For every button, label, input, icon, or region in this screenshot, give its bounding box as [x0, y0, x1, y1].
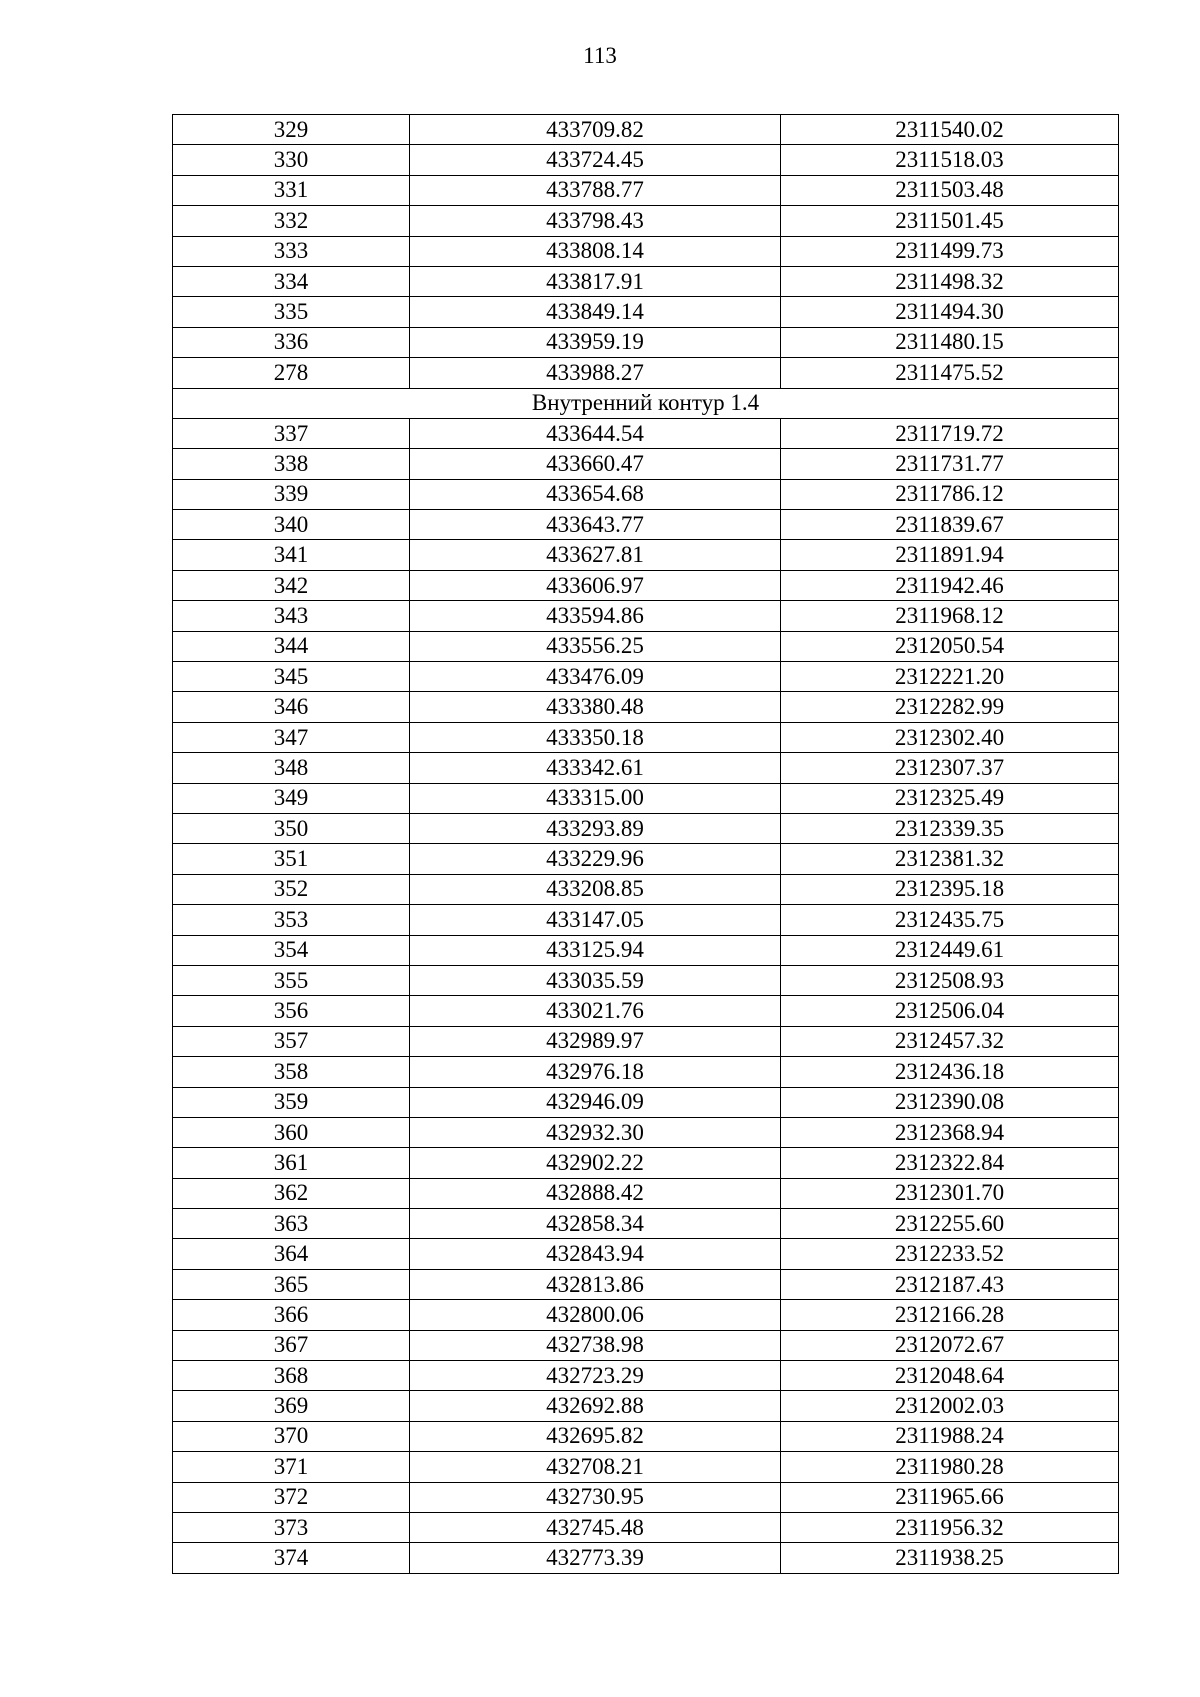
table-row	[173, 813, 1119, 843]
x-coordinate-cell: 433788.77	[410, 175, 781, 205]
x-coordinate-cell: 433627.81	[410, 540, 781, 570]
y-coordinate-cell: 2311891.94	[781, 540, 1119, 570]
table-row	[173, 1361, 1119, 1391]
point-number-cell: 363	[173, 1209, 410, 1239]
y-coordinate-cell: 2312449.61	[781, 935, 1119, 965]
y-coordinate-cell: 2311938.25	[781, 1543, 1119, 1573]
point-number-cell: 332	[173, 206, 410, 236]
x-coordinate-cell: 433125.94	[410, 935, 781, 965]
table-row	[173, 1543, 1119, 1573]
point-number-cell: 343	[173, 601, 410, 631]
x-coordinate-cell: 433643.77	[410, 510, 781, 540]
point-number-cell: 333	[173, 236, 410, 266]
y-coordinate-cell: 2312307.37	[781, 753, 1119, 783]
y-coordinate-cell: 2311503.48	[781, 175, 1119, 205]
point-number-cell: 355	[173, 965, 410, 995]
table-row	[173, 206, 1119, 236]
table-row	[173, 965, 1119, 995]
y-coordinate-cell: 2312508.93	[781, 965, 1119, 995]
y-coordinate-cell: 2312221.20	[781, 662, 1119, 692]
table-row	[173, 1239, 1119, 1269]
point-number-cell: 361	[173, 1148, 410, 1178]
point-number-cell: 364	[173, 1239, 410, 1269]
y-coordinate-cell: 2311498.32	[781, 266, 1119, 296]
table-row	[173, 1178, 1119, 1208]
y-coordinate-cell: 2312506.04	[781, 996, 1119, 1026]
table-row	[173, 1391, 1119, 1421]
point-number-cell: 340	[173, 510, 410, 540]
point-number-cell: 330	[173, 145, 410, 175]
x-coordinate-cell: 433035.59	[410, 965, 781, 995]
y-coordinate-cell: 2311501.45	[781, 206, 1119, 236]
y-coordinate-cell: 2311965.66	[781, 1482, 1119, 1512]
point-number-cell: 341	[173, 540, 410, 570]
point-number-cell: 370	[173, 1421, 410, 1451]
x-coordinate-cell: 433849.14	[410, 297, 781, 327]
table-row	[173, 722, 1119, 752]
y-coordinate-cell: 2312048.64	[781, 1361, 1119, 1391]
x-coordinate-cell: 432773.39	[410, 1543, 781, 1573]
point-number-cell: 334	[173, 266, 410, 296]
table-row	[173, 418, 1119, 448]
x-coordinate-cell: 433654.68	[410, 479, 781, 509]
point-number-cell: 371	[173, 1452, 410, 1482]
y-coordinate-cell: 2312301.70	[781, 1178, 1119, 1208]
y-coordinate-cell: 2311956.32	[781, 1512, 1119, 1542]
y-coordinate-cell: 2312395.18	[781, 874, 1119, 904]
table-row	[173, 1512, 1119, 1542]
y-coordinate-cell: 2311980.28	[781, 1452, 1119, 1482]
point-number-cell: 365	[173, 1269, 410, 1299]
table-row	[173, 1026, 1119, 1056]
table-row	[173, 175, 1119, 205]
table-row	[173, 1330, 1119, 1360]
table-row	[173, 479, 1119, 509]
x-coordinate-cell: 432902.22	[410, 1148, 781, 1178]
point-number-cell: 374	[173, 1543, 410, 1573]
y-coordinate-cell: 2311988.24	[781, 1421, 1119, 1451]
x-coordinate-cell: 432888.42	[410, 1178, 781, 1208]
table-row	[173, 1148, 1119, 1178]
point-number-cell: 366	[173, 1300, 410, 1330]
y-coordinate-cell: 2311518.03	[781, 145, 1119, 175]
y-coordinate-cell: 2312435.75	[781, 905, 1119, 935]
point-number-cell: 331	[173, 175, 410, 205]
point-number-cell: 339	[173, 479, 410, 509]
table-row	[173, 601, 1119, 631]
x-coordinate-cell: 433594.86	[410, 601, 781, 631]
point-number-cell: 362	[173, 1178, 410, 1208]
point-number-cell: 335	[173, 297, 410, 327]
table-row	[173, 266, 1119, 296]
point-number-cell: 360	[173, 1117, 410, 1147]
table-row	[173, 236, 1119, 266]
x-coordinate-cell: 433350.18	[410, 722, 781, 752]
point-number-cell: 368	[173, 1361, 410, 1391]
point-number-cell: 344	[173, 631, 410, 661]
x-coordinate-cell: 432946.09	[410, 1087, 781, 1117]
table-row	[173, 631, 1119, 661]
x-coordinate-cell: 432800.06	[410, 1300, 781, 1330]
y-coordinate-cell: 2312325.49	[781, 783, 1119, 813]
point-number-cell: 329	[173, 115, 410, 145]
x-coordinate-cell: 433808.14	[410, 236, 781, 266]
y-coordinate-cell: 2312457.32	[781, 1026, 1119, 1056]
point-number-cell: 349	[173, 783, 410, 813]
table-row	[173, 570, 1119, 600]
table-row	[173, 1087, 1119, 1117]
x-coordinate-cell: 433021.76	[410, 996, 781, 1026]
point-number-cell: 337	[173, 418, 410, 448]
x-coordinate-cell: 433988.27	[410, 358, 781, 388]
y-coordinate-cell: 2311731.77	[781, 449, 1119, 479]
y-coordinate-cell: 2312187.43	[781, 1269, 1119, 1299]
point-number-cell: 357	[173, 1026, 410, 1056]
x-coordinate-cell: 433380.48	[410, 692, 781, 722]
table-row	[173, 1117, 1119, 1147]
x-coordinate-cell: 432813.86	[410, 1269, 781, 1299]
point-number-cell: 345	[173, 662, 410, 692]
y-coordinate-cell: 2311942.46	[781, 570, 1119, 600]
y-coordinate-cell: 2311540.02	[781, 115, 1119, 145]
x-coordinate-cell: 433476.09	[410, 662, 781, 692]
page-number: 113	[583, 43, 617, 68]
table-row	[173, 297, 1119, 327]
y-coordinate-cell: 2312282.99	[781, 692, 1119, 722]
x-coordinate-cell: 433208.85	[410, 874, 781, 904]
table-row	[173, 327, 1119, 357]
table-row	[173, 449, 1119, 479]
x-coordinate-cell: 432745.48	[410, 1512, 781, 1542]
y-coordinate-cell: 2312255.60	[781, 1209, 1119, 1239]
coordinates-table	[172, 114, 1119, 1574]
y-coordinate-cell: 2312166.28	[781, 1300, 1119, 1330]
table-row	[173, 1269, 1119, 1299]
y-coordinate-cell: 2311719.72	[781, 418, 1119, 448]
y-coordinate-cell: 2312339.35	[781, 813, 1119, 843]
point-number-cell: 347	[173, 722, 410, 752]
table-row	[173, 783, 1119, 813]
point-number-cell: 351	[173, 844, 410, 874]
x-coordinate-cell: 433342.61	[410, 753, 781, 783]
point-number-cell: 342	[173, 570, 410, 600]
table-row	[173, 905, 1119, 935]
point-number-cell: 338	[173, 449, 410, 479]
y-coordinate-cell: 2312050.54	[781, 631, 1119, 661]
table-row	[173, 1452, 1119, 1482]
x-coordinate-cell: 432730.95	[410, 1482, 781, 1512]
table-row	[173, 753, 1119, 783]
x-coordinate-cell: 433817.91	[410, 266, 781, 296]
x-coordinate-cell: 432989.97	[410, 1026, 781, 1056]
table-row	[173, 145, 1119, 175]
y-coordinate-cell: 2311494.30	[781, 297, 1119, 327]
y-coordinate-cell: 2312322.84	[781, 1148, 1119, 1178]
point-number-cell: 372	[173, 1482, 410, 1512]
x-coordinate-cell: 432708.21	[410, 1452, 781, 1482]
table-row	[173, 662, 1119, 692]
y-coordinate-cell: 2311475.52	[781, 358, 1119, 388]
table-row	[173, 1421, 1119, 1451]
table-row	[173, 996, 1119, 1026]
section-title: Внутренний контур 1.4	[173, 388, 1119, 418]
x-coordinate-cell: 433315.00	[410, 783, 781, 813]
x-coordinate-cell: 433229.96	[410, 844, 781, 874]
point-number-cell: 358	[173, 1057, 410, 1087]
x-coordinate-cell: 432692.88	[410, 1391, 781, 1421]
table-row	[173, 358, 1119, 388]
table-row	[173, 1057, 1119, 1087]
point-number-cell: 359	[173, 1087, 410, 1117]
x-coordinate-cell: 433556.25	[410, 631, 781, 661]
point-number-cell: 367	[173, 1330, 410, 1360]
table-row	[173, 874, 1119, 904]
x-coordinate-cell: 433606.97	[410, 570, 781, 600]
x-coordinate-cell: 433644.54	[410, 418, 781, 448]
point-number-cell: 352	[173, 874, 410, 904]
point-number-cell: 373	[173, 1512, 410, 1542]
y-coordinate-cell: 2311786.12	[781, 479, 1119, 509]
y-coordinate-cell: 2312390.08	[781, 1087, 1119, 1117]
table-row	[173, 1482, 1119, 1512]
y-coordinate-cell: 2312072.67	[781, 1330, 1119, 1360]
table-row	[173, 115, 1119, 145]
x-coordinate-cell: 432738.98	[410, 1330, 781, 1360]
table-row	[173, 510, 1119, 540]
y-coordinate-cell: 2312002.03	[781, 1391, 1119, 1421]
y-coordinate-cell: 2311839.67	[781, 510, 1119, 540]
point-number-cell: 278	[173, 358, 410, 388]
section-header-row	[173, 388, 1119, 418]
y-coordinate-cell: 2312381.32	[781, 844, 1119, 874]
y-coordinate-cell: 2311499.73	[781, 236, 1119, 266]
y-coordinate-cell: 2312436.18	[781, 1057, 1119, 1087]
x-coordinate-cell: 433147.05	[410, 905, 781, 935]
point-number-cell: 350	[173, 813, 410, 843]
point-number-cell: 354	[173, 935, 410, 965]
x-coordinate-cell: 432843.94	[410, 1239, 781, 1269]
x-coordinate-cell: 432723.29	[410, 1361, 781, 1391]
coordinates-table-body	[173, 115, 1119, 1574]
y-coordinate-cell: 2312368.94	[781, 1117, 1119, 1147]
table-row	[173, 1209, 1119, 1239]
point-number-cell: 346	[173, 692, 410, 722]
x-coordinate-cell: 432976.18	[410, 1057, 781, 1087]
table-row	[173, 692, 1119, 722]
point-number-cell: 353	[173, 905, 410, 935]
y-coordinate-cell: 2311480.15	[781, 327, 1119, 357]
y-coordinate-cell: 2312302.40	[781, 722, 1119, 752]
point-number-cell: 348	[173, 753, 410, 783]
x-coordinate-cell: 432932.30	[410, 1117, 781, 1147]
table-row	[173, 844, 1119, 874]
point-number-cell: 356	[173, 996, 410, 1026]
point-number-cell: 336	[173, 327, 410, 357]
x-coordinate-cell: 433709.82	[410, 115, 781, 145]
x-coordinate-cell: 432858.34	[410, 1209, 781, 1239]
table-row	[173, 1300, 1119, 1330]
y-coordinate-cell: 2311968.12	[781, 601, 1119, 631]
x-coordinate-cell: 433660.47	[410, 449, 781, 479]
table-row	[173, 540, 1119, 570]
point-number-cell: 369	[173, 1391, 410, 1421]
x-coordinate-cell: 433293.89	[410, 813, 781, 843]
y-coordinate-cell: 2312233.52	[781, 1239, 1119, 1269]
x-coordinate-cell: 433724.45	[410, 145, 781, 175]
x-coordinate-cell: 432695.82	[410, 1421, 781, 1451]
table-row	[173, 935, 1119, 965]
x-coordinate-cell: 433798.43	[410, 206, 781, 236]
x-coordinate-cell: 433959.19	[410, 327, 781, 357]
